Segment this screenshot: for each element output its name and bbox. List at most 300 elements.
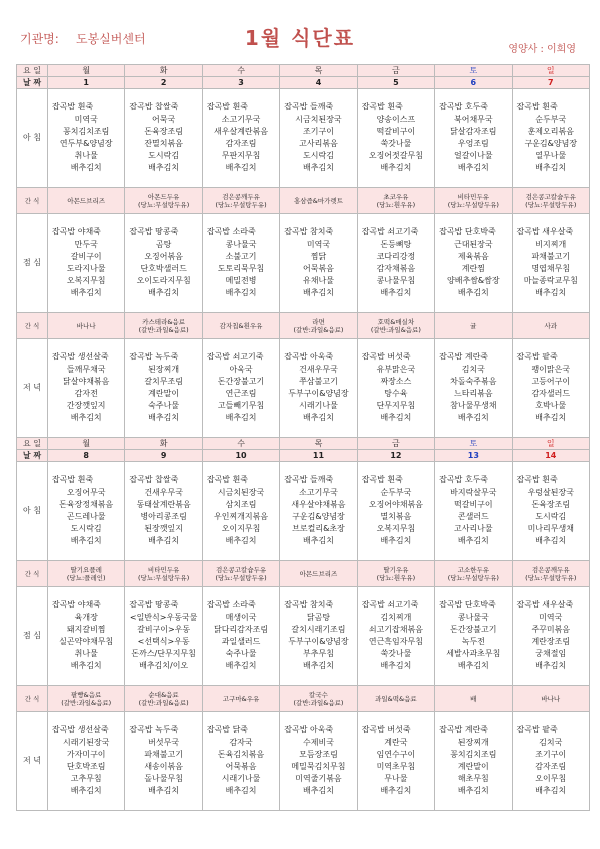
snack1-cell: [435, 188, 512, 214]
dinner-cell: [435, 712, 512, 811]
lunch-item: 두부구이&양념장: [288, 637, 349, 646]
lunch-item: 소불고기: [225, 251, 257, 261]
breakfast-item: 순두부국: [535, 114, 567, 124]
lunch-item: 배추김치: [148, 288, 180, 298]
snack1-item: 검은콩깨두유: [531, 565, 570, 574]
lunch-item: 배추김치: [303, 661, 334, 671]
lunch-item: 과일샐러드: [221, 637, 261, 646]
breakfast-item: 배추김치: [70, 163, 102, 173]
breakfast-item: 시금치된장국: [217, 487, 265, 497]
dinner-item: 잡곡밥 녹두죽: [129, 352, 179, 362]
breakfast-cell: [48, 89, 125, 188]
snack2-item: 칼국수: [309, 690, 328, 699]
lunch-item: 계란찜: [461, 264, 485, 273]
nutritionist: 영양사 : 이희영: [508, 44, 576, 55]
snack1-cell: [512, 188, 589, 214]
date-cell: 9: [125, 450, 202, 462]
lunch-item: 제육볶음: [457, 251, 489, 261]
dinner-item: 배추김치: [148, 786, 180, 796]
dinner-item: 배추김치: [70, 413, 102, 423]
dinner-item: 배추김치: [380, 786, 412, 796]
dinner-item: 배추김치: [225, 413, 257, 423]
lunch-item: 돈까스/단무지무침: [131, 649, 196, 659]
lunch-item: 잡곡밥 쇠고기죽: [361, 227, 419, 237]
snack2-item: 고구마&우유: [222, 694, 260, 703]
breakfast-cell: [357, 462, 434, 561]
dinner-cell: [280, 339, 357, 438]
lunch-cell: [280, 587, 357, 686]
breakfast-item: 배추김치: [380, 163, 412, 173]
dinner-item: 된장찌개: [148, 364, 180, 374]
breakfast-item: 배추김치: [457, 536, 489, 546]
dinner-cell: [357, 712, 434, 811]
lunch-cell: [357, 587, 434, 686]
snack1-cell: [48, 188, 125, 214]
lunch-item: 콩나물국: [225, 239, 257, 249]
lunch-item: 콩나물무침: [376, 276, 416, 286]
lunch-item: 파채불고기: [531, 251, 571, 261]
breakfast-item: 배추김치: [303, 536, 334, 546]
dinner-cell: [435, 339, 512, 438]
dinner-item: 계란말이: [457, 762, 489, 771]
snack2-item: 귤: [470, 321, 477, 330]
snack2-cell: [512, 313, 589, 339]
snack1-cell: [280, 561, 357, 587]
lunch-cell: [435, 587, 512, 686]
lunch-cell: [48, 587, 125, 686]
day-header: 화: [125, 438, 202, 450]
snack1-item: 검은콩고칼슘두유: [525, 192, 576, 201]
breakfast-item: 도시락김: [70, 524, 102, 534]
dinner-item: 잡곡밥 생선살죽: [52, 725, 109, 735]
breakfast-item: 잔멸치볶음: [144, 139, 183, 148]
dinner-item: 탕수육: [384, 389, 408, 398]
breakfast-item: 떡갈비구이: [376, 126, 416, 136]
lunch-item: 곰탕: [155, 239, 172, 249]
lunch-item: 미역국: [539, 612, 563, 622]
dinner-item: 들깨무채국: [66, 364, 106, 374]
breakfast-cell: [280, 462, 357, 561]
breakfast-item: 건새우무국: [144, 487, 183, 497]
snack1-item: (당뇨:무설탕두유): [138, 200, 190, 209]
lunch-item: 콩나물국: [457, 612, 489, 622]
lunch-item: 오이도라지무침: [136, 276, 191, 286]
dinner-item: 단무지무침: [376, 401, 416, 411]
breakfast-item: 잡곡밥 호두죽: [439, 475, 489, 485]
breakfast-item: 도시락김: [535, 512, 567, 521]
dinner-item: 잡곡밥 팥죽: [516, 725, 558, 735]
day-header: 목: [280, 65, 357, 77]
day-header: 화: [125, 65, 202, 77]
snack2-label: 간 식: [17, 686, 48, 712]
lunch-item: 잡곡밥 단호박죽: [439, 227, 496, 237]
snack2-cell: [435, 313, 512, 339]
dinner-item: 임연수구이: [376, 749, 416, 759]
breakfast-item: 북어채무국: [454, 114, 493, 124]
dinner-cell: [48, 712, 125, 811]
dinner-cell: [125, 339, 202, 438]
snack2-cell: [435, 686, 512, 712]
dinner-item: 미역초무침: [376, 762, 416, 771]
dinner-item: 메밀묵김치무침: [291, 762, 346, 771]
lunch-item: 잡곡밥 참치죽: [284, 600, 334, 610]
dinner-item: 파채불고기: [144, 749, 183, 759]
lunch-item: 유채나물: [303, 276, 334, 286]
dinner-item: 잡곡밥 닭죽: [206, 725, 249, 735]
breakfast-item: 삼치조림: [225, 499, 257, 509]
day-header: 수: [202, 438, 279, 450]
breakfast-item: 동태살계란볶음: [136, 499, 191, 509]
snack1-cell: [357, 561, 434, 587]
snack2-item: (갈반:과일&음료): [293, 698, 344, 707]
dinner-item: 배추김치: [148, 413, 180, 423]
breakfast-item: 잡곡밥 흰죽: [516, 475, 558, 485]
breakfast-item: 배추김치: [148, 536, 180, 546]
day-header: 토: [435, 65, 512, 77]
snack1-item: (당뇨:무설탕두유): [447, 200, 499, 209]
day-label: 요 일: [17, 65, 48, 77]
dinner-cell: [48, 339, 125, 438]
day-label: 요 일: [17, 438, 48, 450]
breakfast-cell: [125, 89, 202, 188]
breakfast-item: 배추김치: [70, 536, 102, 546]
dinner-item: 돌나물무침: [144, 774, 183, 784]
breakfast-item: 병아리콩조림: [140, 512, 187, 521]
lunch-cell: [125, 587, 202, 686]
lunch-item: 배추김치: [303, 288, 334, 298]
snack1-item: (당뇨:무설탕두유): [447, 573, 499, 582]
snack1-cell: [48, 561, 125, 587]
breakfast-item: 바지락살무국: [450, 487, 497, 497]
breakfast-item: 잡곡밥 흰죽: [206, 475, 249, 485]
snack2-item: 감자칩&흰우유: [219, 321, 263, 330]
snack1-cell: [512, 561, 589, 587]
lunch-item: 배추김치/이오: [139, 661, 189, 671]
breakfast-cell: [125, 462, 202, 561]
snack2-item: 라면: [312, 317, 325, 326]
lunch-item: 잡곡밥 야채죽: [52, 227, 101, 237]
breakfast-item: 오징어젓갈무침: [368, 151, 423, 161]
date-cell: 2: [125, 77, 202, 89]
snack1-item: (당뇨:무설탕두유): [138, 573, 190, 582]
dinner-item: 호박나물: [535, 401, 567, 411]
dinner-item: 잡곡밥 버섯죽: [361, 352, 411, 362]
lunch-item: 도토리묵무침: [217, 264, 265, 273]
snack1-item: 딸기우유: [383, 565, 409, 574]
day-header: 금: [357, 65, 434, 77]
dinner-item: 아욱국: [229, 364, 253, 374]
lunch-item: 배추김치: [457, 661, 489, 671]
lunch-cell: [357, 214, 434, 313]
snack1-item: (당뇨:흰우유): [376, 200, 416, 209]
dinner-label: 저 녁: [17, 712, 48, 811]
dinner-item: 닭살야채볶음: [63, 376, 110, 386]
breakfast-item: 미역국: [74, 114, 98, 124]
day-header: 일: [512, 65, 589, 77]
dinner-item: 숙주나물: [148, 401, 180, 411]
lunch-label: 점 심: [17, 587, 48, 686]
dinner-item: 잡곡밥 버섯죽: [361, 725, 411, 735]
breakfast-item: 시금치된장국: [295, 114, 342, 124]
dinner-item: 가자미구이: [66, 749, 106, 759]
snack1-cell: [280, 188, 357, 214]
dinner-cell: [357, 339, 434, 438]
lunch-item: 찜닭: [310, 251, 327, 261]
lunch-item: <일반식>우동국물: [129, 612, 198, 622]
breakfast-item: 미나리무생채: [527, 524, 574, 534]
snack1-item: 딸기요플레: [70, 565, 102, 574]
lunch-item: 육개장: [74, 612, 98, 622]
lunch-item: 잡곡밥 참치죽: [284, 227, 334, 237]
dinner-label: 저 녁: [17, 339, 48, 438]
snack1-item: (당뇨:무설탕두유): [215, 200, 267, 209]
dinner-item: 잡곡밥 팥죽: [516, 352, 558, 362]
dinner-item: 잡곡밥 녹두죽: [129, 725, 179, 735]
lunch-item: 배추김치: [70, 288, 102, 298]
lunch-item: 녹두전: [461, 637, 485, 646]
snack1-item: 초코우유: [383, 192, 409, 201]
lunch-item: 돼지갈비찜: [66, 624, 106, 634]
snack1-cell: [435, 561, 512, 587]
snack2-cell: [280, 313, 357, 339]
snack1-item: 아몬드두유: [147, 192, 180, 201]
dinner-item: 배추김치: [70, 786, 102, 796]
breakfast-item: 배추김치: [148, 163, 180, 173]
dinner-item: 배추김치: [535, 786, 567, 796]
snack2-item: (갈반:과일&음료): [370, 325, 421, 334]
dinner-item: 미역줄기볶음: [295, 774, 342, 784]
snack1-item: (당뇨:흰우유): [376, 573, 416, 582]
breakfast-item: 쑥갓나물: [380, 139, 412, 148]
lunch-item: 연근흑임자무침: [368, 637, 423, 646]
snack1-item: 고소한두유: [457, 565, 490, 574]
lunch-item: 잡곡밥 단호박죽: [439, 600, 496, 610]
dinner-item: 유부맑은국: [376, 364, 416, 374]
breakfast-item: 오징어무국: [66, 487, 106, 497]
snack1-cell: [125, 561, 202, 587]
dinner-item: 시래기나물: [221, 774, 261, 784]
lunch-item: 매생이국: [225, 612, 257, 622]
dinner-item: 배추김치: [535, 413, 567, 423]
breakfast-item: 훈제오리볶음: [527, 126, 574, 136]
lunch-cell: [435, 214, 512, 313]
dinner-item: 배추김치: [303, 786, 334, 796]
lunch-item: 쑥갓나물: [380, 649, 412, 659]
breakfast-item: 우엉조림: [457, 139, 489, 148]
lunch-item: 궁채절임: [535, 649, 567, 659]
dinner-item: 감자샐러드: [531, 389, 571, 398]
dinner-item: 무나물: [384, 774, 408, 784]
breakfast-cell: [512, 462, 589, 561]
dinner-item: 참나물무생채: [450, 401, 497, 411]
dinner-item: 잡곡밥 아욱죽: [284, 725, 334, 735]
date-cell: 10: [202, 450, 279, 462]
dinner-item: 어묵볶음: [225, 762, 257, 771]
page-header: [0, 0, 600, 64]
breakfast-item: 고사리볶음: [299, 139, 338, 148]
breakfast-item: 멸치볶음: [380, 512, 412, 521]
breakfast-item: 돈육장조림: [144, 126, 183, 136]
breakfast-item: 잡곡밥 흰죽: [361, 102, 403, 112]
snack1-item: 검은콩깨두유: [222, 192, 260, 201]
breakfast-item: 얼갈이나물: [454, 151, 493, 161]
breakfast-item: 소고기무국: [299, 487, 338, 497]
lunch-cell: [280, 214, 357, 313]
breakfast-item: 감자조림: [225, 139, 257, 148]
breakfast-cell: [435, 89, 512, 188]
dinner-item: 계란국: [384, 737, 408, 747]
snack1-item: 아몬드브리즈: [299, 569, 338, 578]
snack1-cell: [202, 188, 279, 214]
snack2-item: 바나나: [541, 694, 561, 703]
lunch-item: 명엽채무침: [531, 264, 571, 273]
date-cell: 12: [357, 450, 434, 462]
lunch-item: 배추김치: [535, 288, 567, 298]
snack2-item: 팥빵&음료: [71, 690, 102, 699]
breakfast-item: 오복지무침: [376, 524, 416, 534]
dinner-item: 시래기나물: [299, 401, 338, 411]
dinner-item: 모듬장조림: [299, 749, 338, 759]
snack1-item: 검은콩고칼슘두유: [215, 565, 267, 574]
snack1-cell: [202, 561, 279, 587]
breakfast-item: 오징어야채볶음: [368, 499, 423, 509]
breakfast-item: 우렁살된장국: [527, 487, 574, 497]
breakfast-cell: [48, 462, 125, 561]
dinner-item: 두부구이&양념장: [288, 389, 349, 398]
lunch-cell: [125, 214, 202, 313]
dinner-item: 꽁치김치조림: [450, 749, 497, 759]
snack2-item: 바나나: [76, 321, 96, 330]
breakfast-item: 순두부국: [380, 487, 412, 497]
breakfast-item: 배추김치: [535, 536, 567, 546]
lunch-item: 잡곡밥 새우살죽: [516, 227, 574, 237]
breakfast-item: 고사리나물: [454, 524, 493, 534]
breakfast-item: 잡곡밥 흰죽: [361, 475, 403, 485]
breakfast-item: 떡갈비구이: [454, 499, 493, 509]
dinner-item: 느타리볶음: [454, 389, 493, 398]
snack2-cell: [280, 686, 357, 712]
breakfast-item: 돈육장정채볶음: [59, 499, 114, 509]
date-cell: 4: [280, 77, 357, 89]
snack1-item: (당뇨:플레인): [66, 573, 106, 582]
lunch-item: 배추김치: [457, 288, 489, 298]
breakfast-item: 배추김치: [303, 163, 334, 173]
dinner-item: 버섯무국: [148, 737, 180, 747]
snack1-label: 간 식: [17, 188, 48, 214]
snack1-item: 비타민두유: [457, 192, 490, 201]
lunch-item: 도라지나물: [66, 264, 106, 273]
lunch-cell: [202, 214, 279, 313]
lunch-cell: [512, 587, 589, 686]
lunch-item: 잡곡밥 소라죽: [206, 600, 256, 610]
lunch-label: 점 심: [17, 214, 48, 313]
dinner-item: 배추김치: [457, 786, 489, 796]
dinner-cell: [202, 712, 279, 811]
lunch-item: 배추김치: [225, 661, 257, 671]
breakfast-cell: [202, 462, 279, 561]
dinner-item: 차돌숙주볶음: [450, 376, 497, 386]
dinner-cell: [280, 712, 357, 811]
date-label: 날 짜: [17, 77, 48, 89]
lunch-item: 양배추쌈&쌈장: [447, 276, 500, 286]
snack1-label: 간 식: [17, 561, 48, 587]
lunch-item: 코다리강정: [376, 251, 416, 261]
snack2-item: (갈반:과일&음료): [138, 698, 189, 707]
lunch-item: 잡곡밥 땅콩죽: [129, 227, 179, 237]
snack1-item: 비타민두유: [147, 565, 180, 574]
dinner-cell: [125, 712, 202, 811]
snack1-item: (당뇨:무설탕두유): [525, 200, 577, 209]
lunch-item: 잡곡밥 야채죽: [52, 600, 101, 610]
day-header: 토: [435, 438, 512, 450]
breakfast-item: 소고기무국: [221, 114, 261, 124]
breakfast-item: 닭살감자조림: [450, 126, 497, 136]
breakfast-cell: [280, 89, 357, 188]
date-cell: 11: [280, 450, 357, 462]
dinner-item: 고등어구이: [531, 376, 571, 386]
date-cell: 3: [202, 77, 279, 89]
dinner-item: 건새우무국: [299, 364, 338, 374]
snack2-item: 과일&떡&음료: [375, 694, 417, 703]
dinner-cell: [512, 712, 589, 811]
lunch-item: 주꾸미볶음: [531, 624, 571, 634]
lunch-item: 잡곡밥 소라죽: [206, 227, 256, 237]
date-cell: 6: [435, 77, 512, 89]
dinner-item: 잡곡밥 생선살죽: [52, 352, 109, 362]
lunch-item: 취나물: [74, 649, 98, 659]
day-header: 수: [202, 65, 279, 77]
date-cell: 8: [48, 450, 125, 462]
lunch-cell: [202, 587, 279, 686]
snack1-item: (당뇨:무설탕두유): [215, 573, 267, 582]
date-cell: 5: [357, 77, 434, 89]
breakfast-item: 잡곡밥 흰죽: [52, 475, 94, 485]
breakfast-item: 양송이스프: [376, 114, 416, 124]
breakfast-item: 도시락김: [148, 151, 180, 161]
date-cell: 13: [435, 450, 512, 462]
lunch-item: 갈비구이: [70, 251, 102, 261]
snack1-item: 홍삼즙&마가렛트: [293, 196, 343, 205]
breakfast-item: 열무나물: [535, 151, 567, 161]
breakfast-item: 배추김치: [457, 163, 489, 173]
dinner-item: 새송이볶음: [144, 762, 183, 771]
date-cell: 1: [48, 77, 125, 89]
lunch-item: 잡곡밥 땅콩죽: [129, 600, 179, 610]
breakfast-cell: [435, 462, 512, 561]
breakfast-cell: [202, 89, 279, 188]
dinner-item: 배추김치: [303, 413, 334, 423]
breakfast-item: 된장깻잎지: [144, 524, 183, 534]
snack2-cell: [512, 686, 589, 712]
day-header: 월: [48, 65, 125, 77]
dinner-item: 짜장소스: [380, 376, 412, 386]
lunch-item: 배추김치: [535, 661, 567, 671]
breakfast-item: 잡곡밥 흰죽: [52, 102, 94, 112]
dinner-item: 배추김치: [457, 413, 489, 423]
lunch-cell: [48, 214, 125, 313]
breakfast-item: 잡곡밥 흰죽: [516, 102, 558, 112]
lunch-item: 배추김치: [70, 661, 102, 671]
breakfast-item: 브로컬리&초장: [292, 524, 345, 534]
breakfast-item: 구운김&양념장: [292, 512, 345, 521]
snack2-item: 순대&음료: [148, 690, 179, 699]
breakfast-item: 콘샐러드: [457, 512, 489, 521]
day-header: 월: [48, 438, 125, 450]
snack2-cell: [357, 686, 434, 712]
breakfast-item: 잡곡밥 찹쌀죽: [129, 102, 179, 112]
breakfast-item: 배추김치: [380, 536, 412, 546]
snack2-cell: [125, 313, 202, 339]
